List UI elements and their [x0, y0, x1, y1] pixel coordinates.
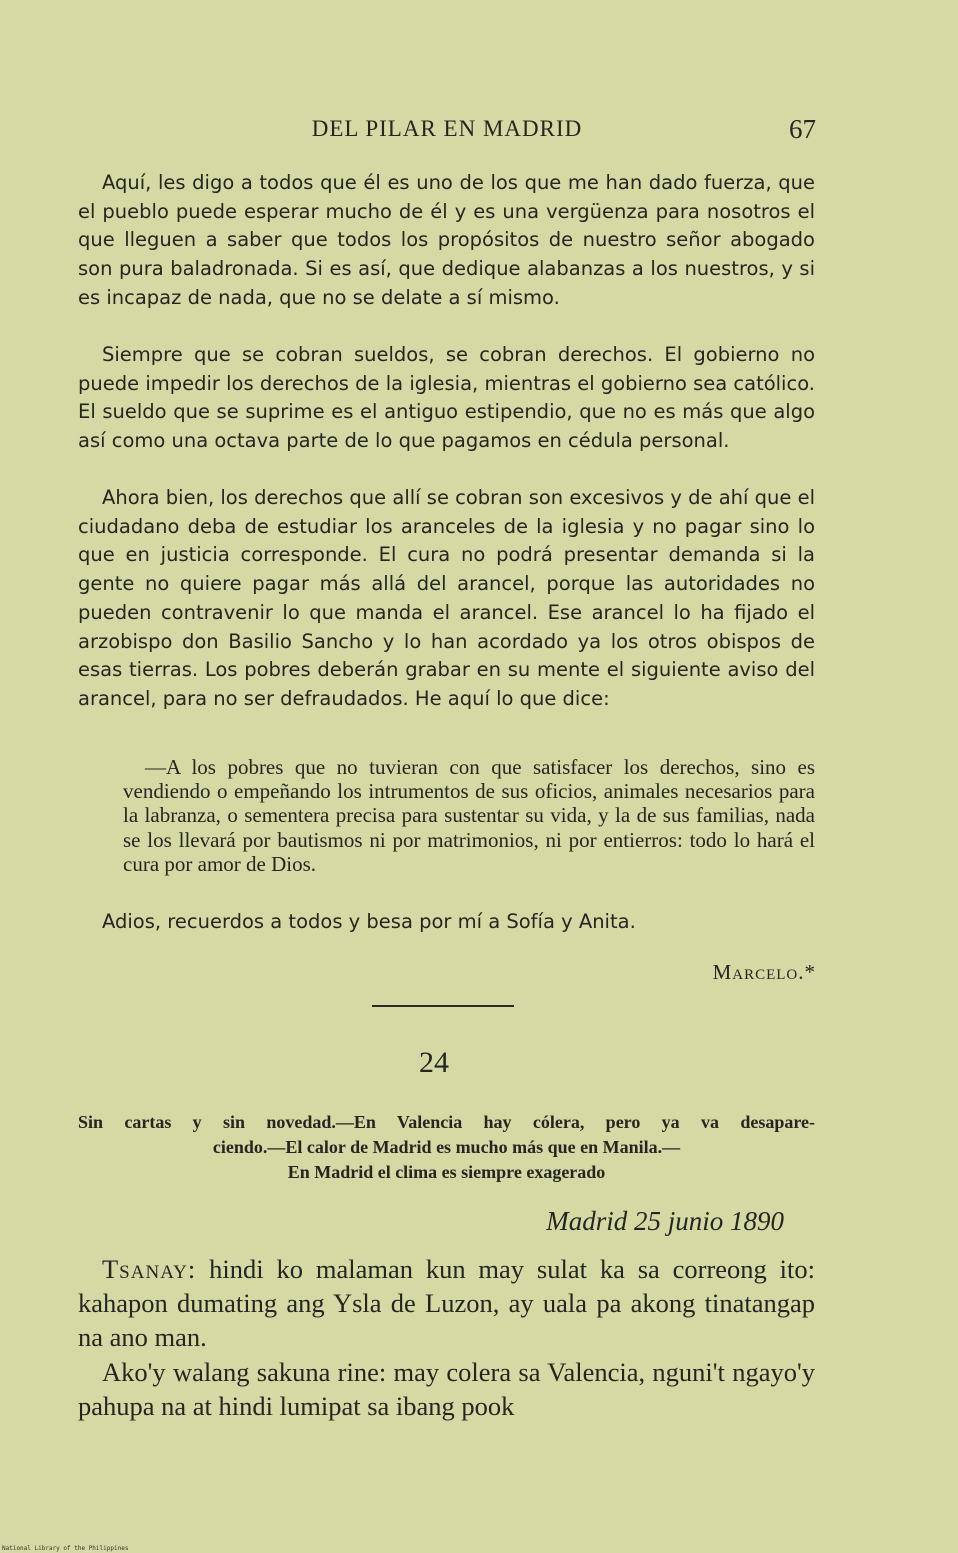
section-divider: [372, 1005, 514, 1007]
page-number: 67: [789, 114, 816, 144]
letter-summary-line-3: En Madrid el clima es siempre exagerado: [287, 1162, 606, 1182]
running-title: DEL PILAR EN MADRID: [311, 116, 583, 141]
salutation: Tsanay:: [102, 1254, 197, 1284]
closing-line: Adios, recuerdos a todos y besa por mí a Sofía y Anita.: [102, 910, 636, 933]
letter-24-paragraph-1-text: hindi ko malaman kun may sulat ka sa correong ito: kahapon dumating ang Ysla de Luzon, ay uala pa akong tinatangap na ano man.: [78, 1254, 816, 1352]
paragraph-2: Siempre que se cobran sueldos, se cobran derechos. El gobierno no puede impedir los derechos de la iglesia, mientras el gobierno sea católico. El sueldo que se suprime es el antiguo estipendio, que no es más que algo así como una octava parte de lo que pagamos en cédula personal.: [78, 343, 815, 453]
paragraph-3: Ahora bien, los derechos que allí se cobran son excesivos y de ahí que el ciudadano deba de estudiar los aranceles de la iglesia y no pagar sino lo que en justicia corresponde. El cura no podrá presentar demanda si la gente no quiere pagar más allá del arancel, porque las autoridades no pueden contravenir lo que manda el arancel. Ese arancel lo ha fijado el arzobispo don Basilio Sancho y lo han acordado ya los otros obispos de esas tierras. Los pobres deberán grabar en su mente el siguiente aviso del arancel, para no ser defraudados. He aquí lo que dice:: [78, 486, 815, 710]
footer-credit: National Library of the Philippines: [2, 1545, 129, 1552]
letter-summary-line-2: ciendo.—El calor de Madrid es mucho más que en Manila.—: [212, 1137, 681, 1157]
letter-number: 24: [419, 1046, 449, 1079]
running-head: [78, 116, 816, 146]
letter-24-paragraph-2: Ako'y walang sakuna rine: may colera sa Valencia, nguni't ngayo'y pahupa na at hindi lumipat sa ibang pook: [78, 1357, 815, 1421]
paragraph-1: Aquí, les digo a todos que él es uno de los que me han dado fuerza, que el pueblo puede esperar mucho de él y es una vergüenza para nosotros el que lleguen a saber que todos los propósitos de nuestro señor abogado son pura baladronada. Si es así, que dedique alabanzas a los nuestros, y si es incapaz de nada, que no se delate a sí mismo.: [78, 171, 815, 309]
letter-summary-line-1: Sin cartas y sin novedad.—En Valencia hay cólera, pero ya va desapare-: [78, 1112, 815, 1132]
letter-24-paragraph-1: [78, 1252, 815, 1354]
arancel-quotation: —A los pobres que no tuvieran con que satisfacer los derechos, sino es vendiendo o empeñando los intrumentos de sus oficios, animales necesarios para la labranza, o sementera precisa para sustentar su vida, y la de sus familias, nada se los llevará por bautismos ni por matrimonios, ni por entierros: todo lo hará el cura por amor de Dios.: [123, 755, 815, 876]
signature: Marcelo.*: [712, 960, 816, 984]
dateline: Madrid 25 junio 1890: [546, 1206, 784, 1236]
